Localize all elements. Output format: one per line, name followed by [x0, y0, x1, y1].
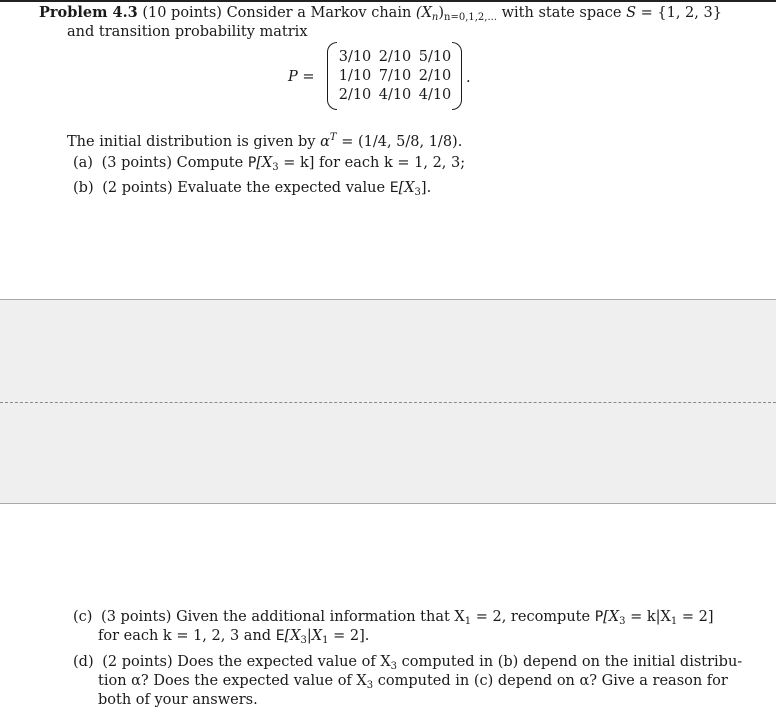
- page-bottom: [0, 504, 776, 712]
- matrix-cell: 4/10: [418, 87, 452, 103]
- part-a: [73, 154, 465, 177]
- alpha-symbol: α: [320, 134, 330, 150]
- page-top: [0, 0, 776, 300]
- matrix-label: P =: [288, 69, 315, 85]
- state-text: with state space: [501, 5, 622, 21]
- part-a-points: (3 points): [101, 155, 172, 171]
- matrix-cell: 2/10: [378, 49, 412, 65]
- chain-symbol: (X: [415, 5, 432, 21]
- part-c-points: (3 points): [101, 609, 172, 625]
- part-c-sub-3: 1: [670, 616, 678, 627]
- part-d-text-1a: Does the expected value of X: [177, 654, 391, 670]
- alpha-superscript: T: [329, 132, 337, 143]
- initial-distribution: [67, 129, 462, 151]
- part-c-sub-4: 3: [300, 635, 307, 646]
- part-c-text-1b: = 2, recompute: [475, 609, 591, 625]
- part-d-text-1b: computed in (b) depend on the initial distribu-: [401, 654, 743, 670]
- matrix-right-paren: [452, 42, 462, 110]
- matrix-grid: [335, 48, 455, 105]
- part-c-text-1e: = 2]: [681, 609, 714, 625]
- part-c-text-1d: = k|X: [630, 609, 671, 625]
- problem-line-2: and transition probability matrix: [67, 24, 308, 40]
- part-c-sub-2: 3: [619, 616, 626, 627]
- page-break-line: [0, 402, 776, 403]
- matrix-row: [335, 67, 455, 86]
- part-c-text-1c: [X: [603, 609, 620, 625]
- part-c-text-2a: for each k = 1, 2, 3 and: [98, 628, 272, 644]
- chain-subscript: n: [431, 12, 439, 23]
- part-d-text-2a: tion α? Does the expected value of X: [98, 673, 367, 689]
- part-d-text-2b: computed in (c) depend on α? Give a reason for: [377, 673, 728, 689]
- problem-points: (10 points): [142, 5, 222, 21]
- expect-symbol: E: [389, 180, 399, 196]
- part-d-line-3: both of your answers.: [98, 692, 258, 708]
- matrix-cell: 2/10: [418, 68, 452, 84]
- part-c-label: (c): [73, 609, 93, 625]
- part-c-text-2c: |X: [306, 628, 323, 644]
- prob-symbol: P: [247, 155, 257, 171]
- chain-range: n=0,1,2,...: [444, 12, 498, 23]
- matrix-cell: 3/10: [338, 49, 372, 65]
- part-d-points: (2 points): [102, 654, 173, 670]
- state-symbol: S: [626, 5, 636, 21]
- part-d-sub-1: 3: [390, 661, 398, 672]
- matrix-cell: 2/10: [338, 87, 372, 103]
- page-gap: [0, 299, 776, 504]
- part-d-label: (d): [73, 654, 94, 670]
- part-a-expr: [X: [256, 155, 273, 171]
- problem-intro: Consider a Markov chain: [226, 5, 412, 21]
- part-c-text-2d: = 2].: [333, 628, 370, 644]
- page-top-rule: [0, 0, 776, 2]
- part-b-points: (2 points): [102, 180, 173, 196]
- initial-value: = (1/4, 5/8, 1/8).: [341, 134, 463, 150]
- state-set: = {1, 2, 3}: [640, 5, 722, 21]
- matrix-cell: 1/10: [338, 68, 372, 84]
- problem-number: Problem 4.3: [39, 4, 138, 21]
- part-a-expr2: = k] for each k = 1, 2, 3;: [283, 155, 466, 171]
- part-c-line-2: [98, 627, 369, 650]
- part-c-text-2b: [X: [284, 628, 301, 644]
- matrix-row: [335, 48, 455, 67]
- matrix-cell: 5/10: [418, 49, 452, 65]
- part-a-sub: 3: [272, 162, 279, 173]
- matrix-cell: 4/10: [378, 87, 412, 103]
- part-a-label: (a): [73, 155, 93, 171]
- part-c-sub-1: 1: [464, 616, 472, 627]
- part-b-text: Evaluate the expected value: [177, 180, 386, 196]
- matrix-row: [335, 86, 455, 105]
- part-b-label: (b): [73, 180, 94, 196]
- part-d-sub-2: 3: [366, 680, 374, 691]
- expect-symbol: E: [275, 628, 285, 644]
- part-b-expr2: ].: [420, 180, 432, 196]
- matrix-end-punct: .: [466, 70, 471, 86]
- chain-close: ): [438, 5, 445, 21]
- part-b-expr: [X: [398, 180, 415, 196]
- part-c-text-1a: Given the additional information that X: [176, 609, 465, 625]
- matrix-cell: 7/10: [378, 68, 412, 84]
- part-a-text: Compute: [176, 155, 244, 171]
- part-c-sub-5: 1: [322, 635, 329, 646]
- part-b: [73, 179, 431, 202]
- initial-prefix: The initial distribution is given by: [67, 134, 316, 150]
- part-b-sub: 3: [414, 187, 421, 198]
- prob-symbol: P: [594, 609, 604, 625]
